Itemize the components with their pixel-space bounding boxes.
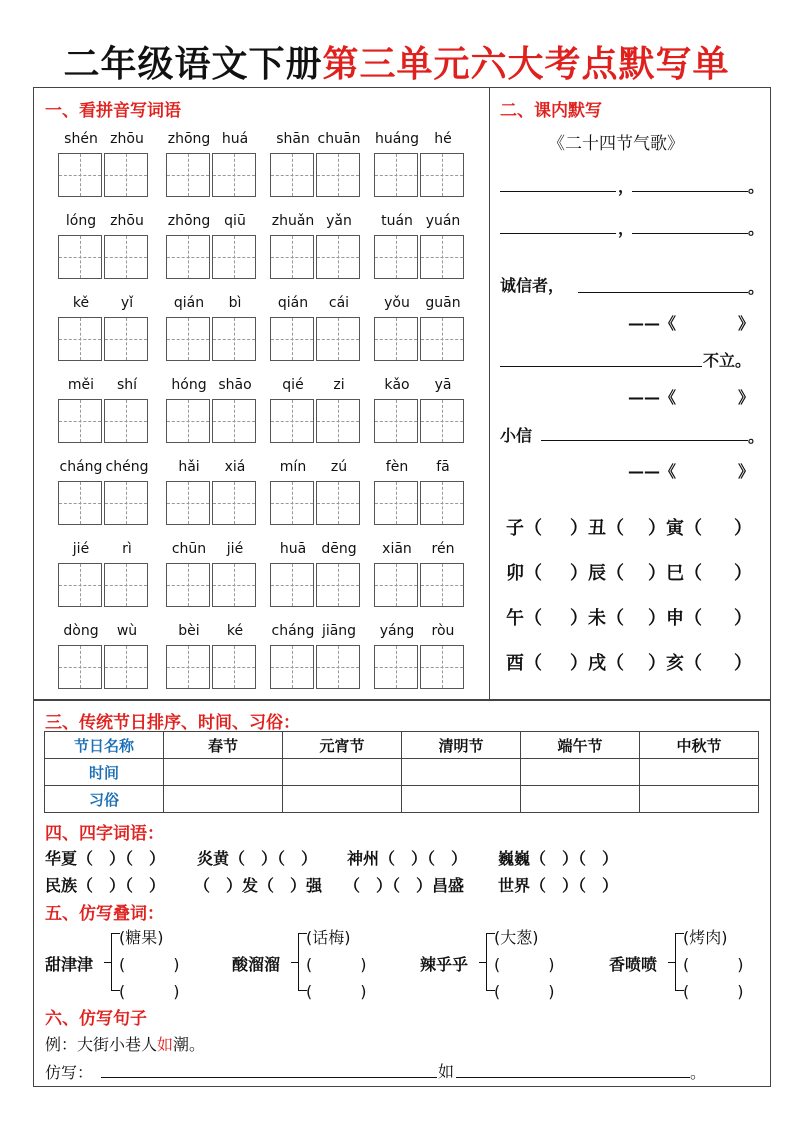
pinyin-label: huá [221,131,249,147]
tianzige-box[interactable] [270,153,314,197]
blank-l2a[interactable] [500,233,616,234]
tianzige-box[interactable] [212,153,256,197]
page-title [0,36,793,87]
zodiac-item: ）戌（ [570,653,624,674]
pinyin-label: shén [64,131,98,147]
pinyin-label: shāo [218,377,252,393]
pinyin-label: fā [436,459,450,475]
zodiac-item: 午（ [506,608,542,629]
pinyin-label: zhōng [167,131,211,147]
redup-blank[interactable]: ( ) [306,982,367,1001]
tianzige-box[interactable] [212,317,256,361]
tianzige-box[interactable] [104,317,148,361]
blank-l1a[interactable] [500,191,616,192]
header-festival-name: 节日名称 [45,732,164,759]
pinyin-label: rì [122,541,132,557]
custom-cell[interactable] [283,786,402,813]
pinyin-label: dēng [321,541,357,557]
tianzige-box[interactable] [212,235,256,279]
tianzige-box[interactable] [58,317,102,361]
source-close-2: 》 [738,388,755,407]
tianzige-box[interactable] [212,563,256,607]
tianzige-box[interactable] [316,235,360,279]
comma-l1: ， [618,177,635,196]
tianzige-box[interactable] [104,563,148,607]
pinyin-label: tuán [381,213,413,229]
redup-blank[interactable]: ( ) [119,982,180,1001]
custom-row [45,786,759,813]
pinyin-label: hóng [171,377,207,393]
tianzige-box[interactable] [374,235,418,279]
zodiac-item: ） [734,608,752,629]
pinyin-label: chuān [317,131,361,147]
pinyin-label: yǎn [326,213,352,229]
custom-cell[interactable] [164,786,283,813]
redup-blank[interactable]: ( ) [683,955,744,974]
pinyin-label: kǎo [384,377,410,393]
redup-blank[interactable]: ( ) [119,955,180,974]
pinyin-label: zhōu [110,131,144,147]
example-part-b: 潮。 [173,1035,206,1054]
pinyin-label: bì [228,295,242,311]
zodiac-item: ）申（ [648,608,702,629]
pinyin-label: cháng [271,623,315,639]
pinyin-label: lóng [65,213,97,229]
header-duanwu: 端午节 [521,732,640,759]
blank-l3[interactable] [578,292,748,293]
zodiac-item: ）丑（ [570,518,624,539]
tianzige-box[interactable] [166,235,210,279]
s3-heading: 三、传统节日排序、时间、习俗： [45,713,300,733]
example-part-a: 例：大街小巷人 [45,1035,158,1054]
zodiac-item: ）辰（ [570,563,624,584]
redup-word: 香喷喷 [609,955,658,974]
pinyin-label: chūn [171,541,207,557]
zodiac-item: ）未（ [570,608,624,629]
festival-header-row [45,732,759,759]
redup-example: (糖果) [119,928,164,947]
time-cell[interactable] [402,759,521,786]
pinyin-label: qiū [224,213,246,229]
tianzige-box[interactable] [270,645,314,689]
tianzige-box[interactable] [374,481,418,525]
comma-l2: ， [618,219,635,238]
tianzige-box[interactable] [316,645,360,689]
period-l3: 。 [748,278,765,297]
tianzige-box[interactable] [212,481,256,525]
s5-heading: 五、仿写叠词： [45,904,164,924]
source-dash-1: ——《 [628,314,677,333]
tianzige-box[interactable] [270,563,314,607]
pinyin-label: qié [282,377,304,393]
time-cell[interactable] [640,759,759,786]
redup-blank[interactable]: ( ) [306,955,367,974]
redup-blank[interactable]: ( ) [494,955,555,974]
zodiac-item: ）巳（ [648,563,702,584]
tianzige-box[interactable] [166,317,210,361]
tianzige-box[interactable] [316,399,360,443]
time-cell[interactable] [521,759,640,786]
redup-example: (大葱) [494,928,539,947]
fx-blank-2[interactable] [456,1077,690,1078]
header-chunjie: 春节 [164,732,283,759]
row-label-custom: 习俗 [45,786,164,813]
zodiac-item: 卯（ [506,563,542,584]
s6-heading: 六、仿写句子 [45,1009,147,1029]
tianzige-box[interactable] [104,399,148,443]
tianzige-box[interactable] [316,153,360,197]
period-l5: 。 [748,427,765,446]
s4-heading: 四、四字词语： [45,824,164,844]
zodiac-item: ）寅（ [648,518,702,539]
redup-word: 辣乎乎 [420,955,469,974]
tianzige-box[interactable] [58,481,102,525]
title-part2: 第三单元六大考点默写单 [322,43,730,85]
pinyin-label: zhōng [167,213,211,229]
s1-heading: 一、看拼音写词语 [45,101,181,121]
redup-word: 酸溜溜 [232,955,281,974]
pinyin-label: wù [116,623,138,639]
pinyin-label: qián [277,295,309,311]
tianzige-box[interactable] [104,645,148,689]
tianzige-box[interactable] [104,481,148,525]
redup-example: (烤肉) [683,928,728,947]
tianzige-box[interactable] [58,235,102,279]
tianzige-box[interactable] [166,153,210,197]
pinyin-label: kě [72,295,90,311]
tianzige-box[interactable] [166,563,210,607]
source-dash-3: ——《 [628,462,677,481]
blank-l2b[interactable] [632,233,748,234]
header-qingming: 清明节 [402,732,521,759]
custom-cell[interactable] [402,786,521,813]
redup-blank[interactable]: ( ) [683,982,744,1001]
pinyin-label: fèn [385,459,409,475]
title-part1: 二年级语文下册 [63,43,323,85]
pinyin-label: cháng [59,459,103,475]
source-close-1: 》 [738,314,755,333]
l5-prefix: 小信 [500,426,533,445]
l3-prefix: 诚信者， [500,276,565,295]
header-zhongqiu: 中秋节 [640,732,759,759]
pinyin-label: rén [431,541,455,557]
pinyin-label: zi [333,377,345,393]
tianzige-box[interactable] [166,399,210,443]
s2-heading: 二、课内默写 [500,101,602,121]
pinyin-label: yuán [425,213,461,229]
idiom-r2-3: （ ）（ ）昌盛 [344,876,465,895]
zodiac-item: ） [734,518,752,539]
idiom-r2-1: 民族（ ）（ ） [45,876,166,895]
time-row [45,759,759,786]
tianzige-box[interactable] [420,481,464,525]
column-divider [489,87,490,699]
idiom-r2-2: （ ）发（ ）强 [194,876,323,895]
tianzige-box[interactable] [58,399,102,443]
tianzige-box[interactable] [212,645,256,689]
pinyin-label: dòng [63,623,99,639]
period-l1: 。 [748,177,765,196]
pinyin-label: shí [116,377,138,393]
pinyin-label: qián [173,295,205,311]
pinyin-label: cái [328,295,350,311]
zodiac-item: ） [734,653,752,674]
pinyin-label: bèi [178,623,200,639]
pinyin-label: zú [330,459,348,475]
blank-l1b[interactable] [632,191,748,192]
redup-example: (话梅) [306,928,351,947]
blank-l5[interactable] [541,440,748,441]
festival-table [44,731,759,813]
source-close-3: 》 [738,462,755,481]
sentence-example [45,1032,205,1055]
zodiac-item: 子（ [506,518,542,539]
tianzige-box[interactable] [58,645,102,689]
tianzige-box[interactable] [166,481,210,525]
custom-cell[interactable] [521,786,640,813]
pinyin-label: zhuǎn [271,213,315,229]
pinyin-label: ké [226,623,244,639]
idiom-r2-4: 世界（ ）（ ） [498,876,619,895]
fx-ru: 如 [438,1062,455,1081]
pinyin-label: jiāng [321,623,357,639]
tianzige-box[interactable] [374,153,418,197]
tianzige-box[interactable] [270,481,314,525]
tianzige-box[interactable] [104,153,148,197]
custom-cell[interactable] [640,786,759,813]
idiom-r1-4: 巍巍（ ）（ ） [498,849,619,868]
tianzige-box[interactable] [420,235,464,279]
fx-period: 。 [690,1063,707,1082]
tianzige-box[interactable] [104,235,148,279]
tianzige-box[interactable] [374,645,418,689]
example-red: 如 [157,1035,174,1054]
pinyin-label: yǒu [384,295,410,311]
tianzige-box[interactable] [420,153,464,197]
pinyin-label: shān [276,131,310,147]
tianzige-box[interactable] [58,153,102,197]
tianzige-box[interactable] [316,563,360,607]
zodiac-item: ）亥（ [648,653,702,674]
tianzige-box[interactable] [420,399,464,443]
tianzige-box[interactable] [270,235,314,279]
time-cell[interactable] [164,759,283,786]
pinyin-label: hé [434,131,452,147]
tianzige-box[interactable] [58,563,102,607]
pinyin-label: yáng [379,623,415,639]
row-label-time: 时间 [45,759,164,786]
period-l2: 。 [748,219,765,238]
source-dash-2: ——《 [628,388,677,407]
tianzige-box[interactable] [374,317,418,361]
time-cell[interactable] [283,759,402,786]
header-yuanxiao: 元宵节 [283,732,402,759]
pinyin-label: xiá [224,459,246,475]
pinyin-label: yǐ [120,295,134,311]
blank-l4[interactable] [500,366,702,367]
tianzige-box[interactable] [270,317,314,361]
pinyin-label: guān [425,295,461,311]
redup-word: 甜津津 [45,955,94,974]
tianzige-box[interactable] [420,317,464,361]
tianzige-box[interactable] [420,563,464,607]
fx-label: 仿写： [45,1063,94,1082]
tianzige-box[interactable] [374,399,418,443]
redup-blank[interactable]: ( ) [494,982,555,1001]
zodiac-item: ） [734,563,752,584]
pinyin-label: jié [72,541,90,557]
pinyin-label: huáng [374,131,420,147]
tianzige-box[interactable] [166,645,210,689]
pinyin-label: chéng [105,459,149,475]
tianzige-box[interactable] [374,563,418,607]
tianzige-box[interactable] [212,399,256,443]
idiom-r1-3: 神州（ ）（ ） [347,849,468,868]
tianzige-box[interactable] [270,399,314,443]
poem-title: 《二十四节气歌》 [548,134,684,154]
pinyin-label: měi [67,377,95,393]
pinyin-label: hǎi [178,459,200,475]
pinyin-label: mín [279,459,307,475]
tianzige-box[interactable] [316,481,360,525]
pinyin-label: zhōu [110,213,144,229]
pinyin-label: ròu [431,623,455,639]
zodiac-item: 酉（ [506,653,542,674]
pinyin-label: huā [279,541,307,557]
pinyin-label: xiān [382,541,412,557]
pinyin-label: yā [434,377,452,393]
idiom-r1-1: 华夏（ ）（ ） [45,849,166,868]
fx-blank-1[interactable] [101,1077,437,1078]
idiom-r1-2: 炎黄（ ）（ ） [197,849,318,868]
tianzige-box[interactable] [420,645,464,689]
tianzige-box[interactable] [316,317,360,361]
pinyin-label: jié [226,541,244,557]
l4-suffix: 不立。 [703,351,752,370]
